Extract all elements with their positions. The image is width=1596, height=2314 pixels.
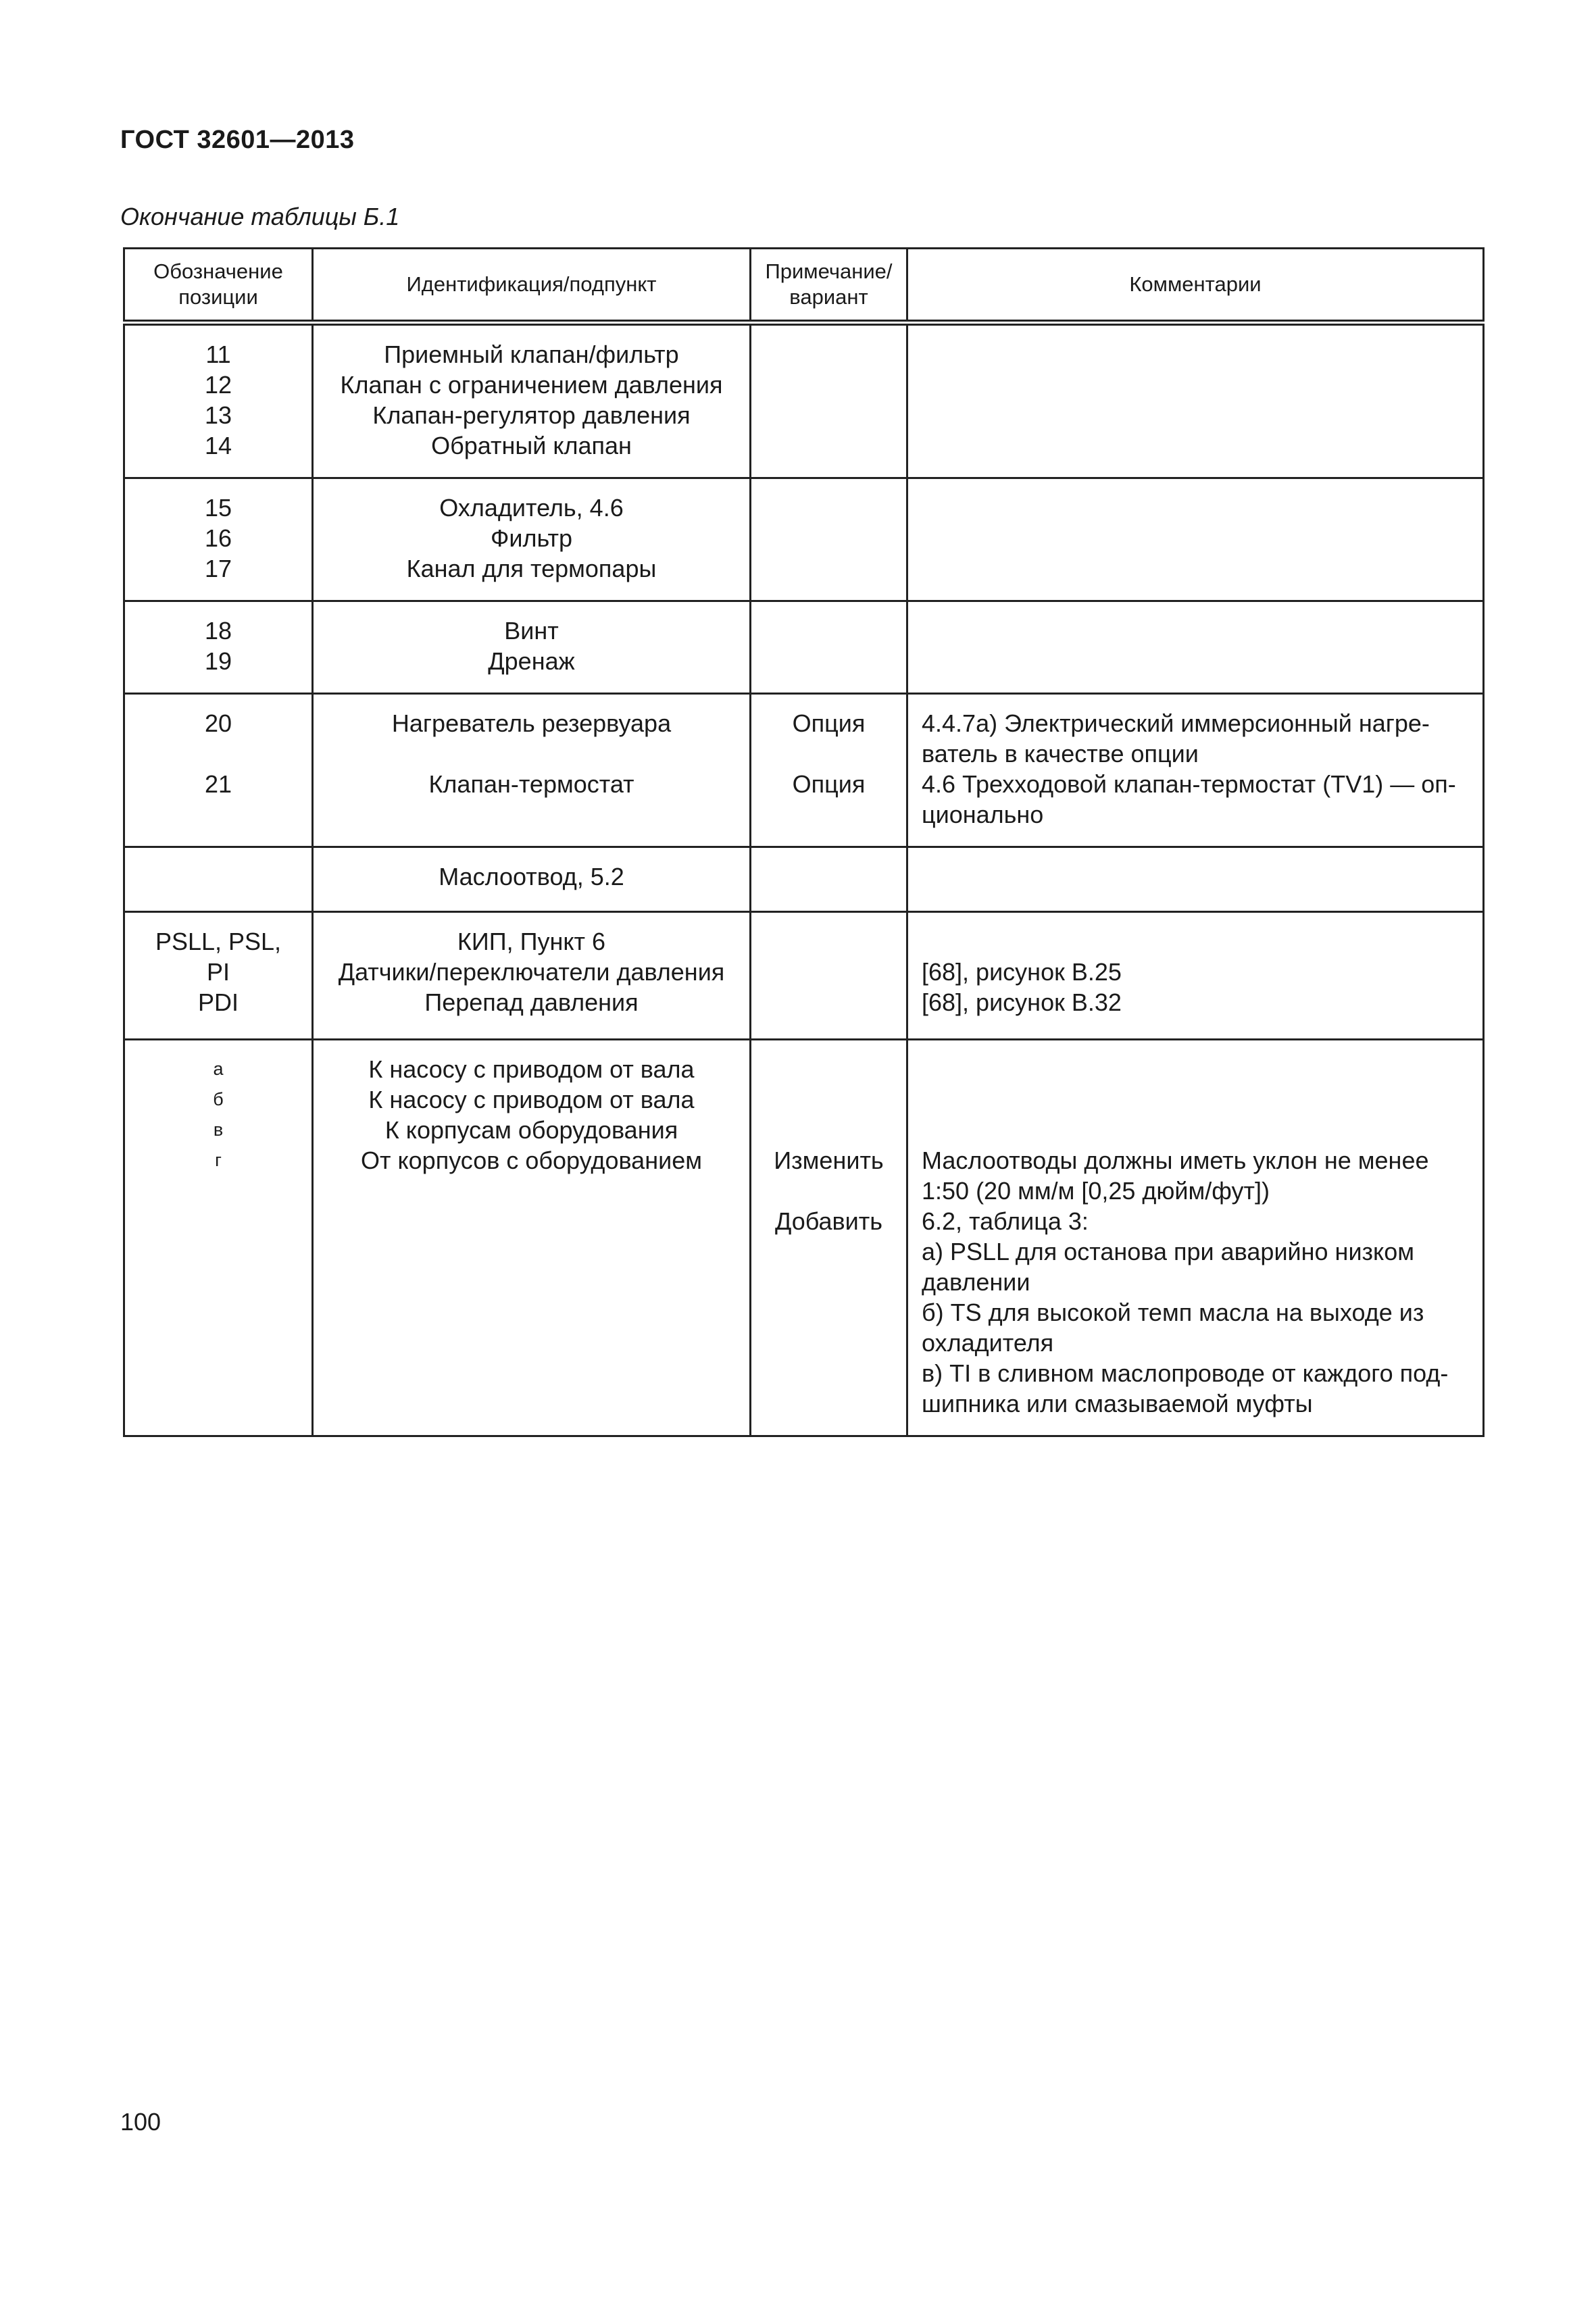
page-number: 100 bbox=[120, 2108, 161, 2136]
note-cell bbox=[751, 847, 907, 912]
note-cell: Изменить Добавить bbox=[751, 1040, 907, 1436]
note-cell bbox=[751, 601, 907, 694]
data-table bbox=[123, 247, 1485, 1437]
position-cell: 20 21 bbox=[124, 694, 313, 847]
position-cell: 15 16 17 bbox=[124, 478, 313, 601]
identification-cell: Охладитель, 4.6 Фильтр Канал для термопары bbox=[313, 478, 751, 601]
comment-cell bbox=[907, 478, 1484, 601]
identification-cell: Нагреватель резервуара Клапан-термостат bbox=[313, 694, 751, 847]
header-identification: Идентификация/подпункт bbox=[313, 249, 751, 323]
position-cell: 11 12 13 14 bbox=[124, 323, 313, 478]
table-caption: Окончание таблицы Б.1 bbox=[120, 203, 400, 230]
table-row bbox=[124, 847, 1484, 912]
comment-cell bbox=[907, 847, 1484, 912]
comment-cell bbox=[907, 323, 1484, 478]
comment-cell bbox=[907, 601, 1484, 694]
identification-cell: К насосу с приводом от вала К насосу с приводом от вала К корпусам оборудования От корпусов с оборудованием bbox=[313, 1040, 751, 1436]
document-header: ГОСТ 32601—2013 bbox=[120, 126, 355, 154]
table-row bbox=[124, 323, 1484, 478]
note-cell: Опция Опция bbox=[751, 694, 907, 847]
table-row bbox=[124, 912, 1484, 1040]
table-row bbox=[124, 601, 1484, 694]
header-note: Примечание/ вариант bbox=[751, 249, 907, 323]
identification-cell: КИП, Пункт 6 Датчики/переключатели давления Перепад давления bbox=[313, 912, 751, 1040]
table-row bbox=[124, 478, 1484, 601]
comment-cell: [68], рисунок В.25 [68], рисунок В.32 bbox=[907, 912, 1484, 1040]
note-cell bbox=[751, 323, 907, 478]
identification-cell: Приемный клапан/фильтр Клапан с ограничением давления Клапан-регулятор давления Обратный клапан bbox=[313, 323, 751, 478]
position-cell: PSLL, PSL, PI PDI bbox=[124, 912, 313, 1040]
header-position: Обозначение позиции bbox=[124, 249, 313, 323]
comment-cell: Маслоотводы должны иметь уклон не менее 1:50 (20 мм/м [0,25 дюйм/фут]) 6.2, таблица 3: а) PSLL для останова при аварийно низком давлении б) TS для высокой темп масла на выходе из охладителя в) TI в сливном маслопроводе от каждого под- шипника или смазываемой муфты bbox=[907, 1040, 1484, 1436]
position-cell: 18 19 bbox=[124, 601, 313, 694]
table-header-row bbox=[124, 249, 1484, 323]
position-cell: а б в г bbox=[124, 1040, 313, 1436]
table-row bbox=[124, 1040, 1484, 1436]
table-row bbox=[124, 694, 1484, 847]
comment-cell: 4.4.7а) Электрический иммерсионный нагре- ватель в качестве опции 4.6 Трехходовой клапан-термостат (TV1) — оп- ционально bbox=[907, 694, 1484, 847]
position-cell bbox=[124, 847, 313, 912]
identification-cell: Маслоотвод, 5.2 bbox=[313, 847, 751, 912]
header-comments: Комментарии bbox=[907, 249, 1484, 323]
identification-cell: Винт Дренаж bbox=[313, 601, 751, 694]
note-cell bbox=[751, 912, 907, 1040]
note-cell bbox=[751, 478, 907, 601]
